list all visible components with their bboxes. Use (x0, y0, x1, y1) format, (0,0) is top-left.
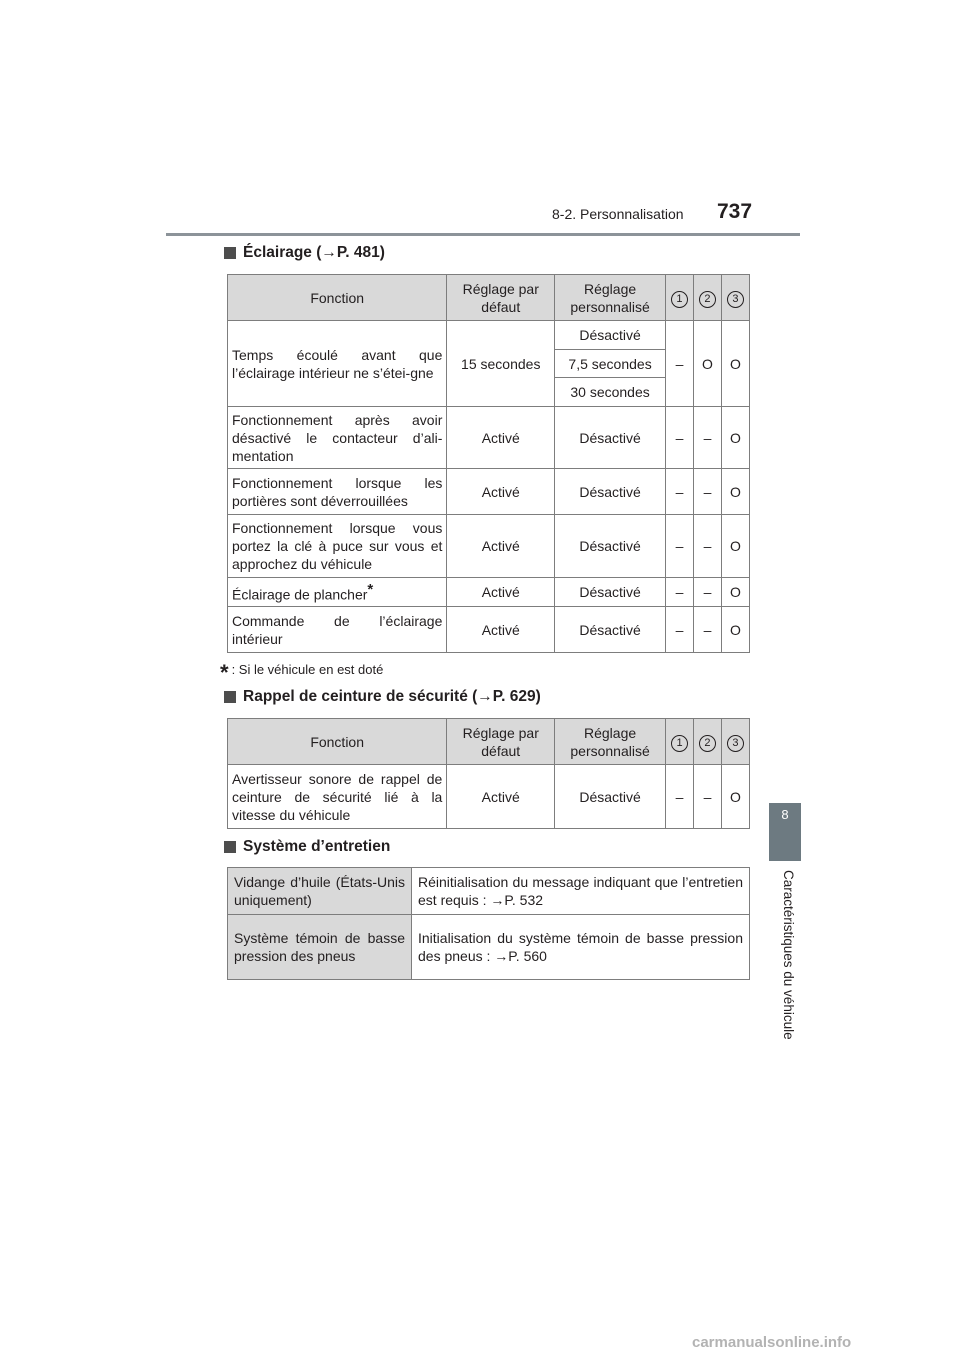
row-c1: – (666, 578, 694, 607)
col-3 (721, 719, 749, 765)
col-2 (693, 275, 721, 321)
row-text: Initialisation du système témoin de basse pression des pneus : →P. 560 (412, 915, 750, 980)
table-row (228, 469, 750, 515)
circled-1-icon: 1 (671, 291, 688, 308)
row-default: Activé (447, 469, 555, 515)
row-c3: O (721, 607, 749, 653)
row-custom: Désactivé (555, 407, 666, 469)
section-heading-eclairage (224, 244, 385, 262)
table-header-row (228, 719, 750, 765)
col-default: Réglage par défaut (447, 275, 555, 321)
chapter-label (774, 870, 796, 1060)
heading-text: Système d’entretien (243, 838, 391, 855)
row-label: Système témoin de basse pression des pneus (228, 915, 412, 980)
row-function: Commande de l’éclairage intérieur (228, 607, 447, 653)
table-row (228, 607, 750, 653)
row-c2: O (693, 321, 721, 407)
section-title: 8-2. Personnalisation (552, 206, 684, 222)
chapter-tab: 8 (769, 803, 801, 861)
page-number: 737 (717, 200, 753, 223)
col-custom: Réglage personnalisé (555, 275, 666, 321)
table-row (228, 765, 750, 829)
row-function: Fonctionnement après avoir désactivé le contacteur d’ali-mentation (228, 407, 447, 469)
row-c1: – (666, 515, 694, 578)
row-c1: – (666, 321, 694, 407)
circled-2-icon: 2 (699, 291, 716, 308)
row-custom: Désactivé (555, 578, 666, 607)
table-row (228, 407, 750, 469)
table-ceinture (227, 718, 750, 829)
row-custom-option: Désactivé (555, 321, 666, 350)
square-bullet-icon (224, 841, 236, 853)
row-text: Réinitialisation du message indiquant que l’entretien est requis : →P. 532 (412, 868, 750, 915)
row-custom: Désactivé (555, 515, 666, 578)
square-bullet-icon (224, 691, 236, 703)
row-custom-option: 30 secondes (555, 378, 666, 407)
col-2 (694, 719, 722, 765)
row-c2: – (694, 765, 722, 829)
table-row (228, 515, 750, 578)
row-custom: Désactivé (555, 607, 666, 653)
row-c1: – (666, 407, 694, 469)
footnote-text: : Si le véhicule en est doté (231, 662, 384, 677)
row-default: Activé (447, 407, 555, 469)
row-c3: O (721, 578, 749, 607)
table-row (228, 578, 750, 607)
square-bullet-icon (224, 247, 236, 259)
row-c2: – (693, 515, 721, 578)
row-default: Activé (447, 578, 555, 607)
row-function-cell (228, 578, 447, 607)
col-custom: Réglage personnalisé (555, 719, 666, 765)
section-heading-entretien (224, 838, 390, 856)
col-1 (666, 275, 694, 321)
row-default: Activé (447, 515, 555, 578)
row-c1: – (666, 765, 694, 829)
row-default: Activé (447, 607, 555, 653)
circled-3-icon: 3 (727, 735, 744, 752)
row-custom: Désactivé (555, 765, 666, 829)
heading-text: Éclairage (→P. 481) (243, 244, 385, 261)
row-custom-option: 7,5 secondes (555, 350, 666, 378)
footnote-marker: * (367, 580, 374, 598)
row-function: Fonctionnement lorsque vous portez la clé à puce sur vous et approchez du véhicule (228, 515, 447, 578)
circled-2-icon: 2 (699, 735, 716, 752)
row-default: Activé (447, 765, 555, 829)
chapter-label-text: Caractéristiques du véhicule (781, 870, 796, 1040)
circled-1-icon: 1 (671, 735, 688, 752)
footnote (220, 660, 383, 686)
section-heading-ceinture (224, 688, 541, 706)
row-function: Fonctionnement lorsque les portières sont déverrouillées (228, 469, 447, 515)
row-c2: – (693, 607, 721, 653)
row-c2: – (693, 578, 721, 607)
row-c3: O (721, 407, 749, 469)
table-eclairage (227, 274, 750, 653)
header-divider (166, 233, 800, 236)
table-row (228, 915, 750, 980)
col-1 (666, 719, 694, 765)
row-c1: – (666, 607, 694, 653)
watermark: carmanualsonline.info (692, 1334, 852, 1351)
row-c3: O (721, 321, 749, 407)
heading-text: Rappel de ceinture de sécurité (→P. 629) (243, 688, 541, 705)
footnote-star: * (220, 660, 229, 685)
row-c2: – (693, 469, 721, 515)
row-label: Vidange d’huile (États-Unis uniquement) (228, 868, 412, 915)
col-3 (721, 275, 749, 321)
row-default: 15 secondes (447, 321, 555, 407)
col-function: Fonction (228, 275, 447, 321)
table-header-row (228, 275, 750, 321)
row-c3: O (721, 469, 749, 515)
row-custom: Désactivé (555, 469, 666, 515)
circled-3-icon: 3 (727, 291, 744, 308)
table-entretien (227, 867, 750, 980)
table-row (228, 868, 750, 915)
row-function: Éclairage de plancher (232, 586, 368, 603)
row-function: Temps écoulé avant que l’éclairage intérieur ne s’étei-gne (228, 321, 447, 407)
col-default: Réglage par défaut (447, 719, 555, 765)
col-function: Fonction (228, 719, 447, 765)
row-c1: – (666, 469, 694, 515)
row-c3: O (721, 765, 749, 829)
row-c3: O (721, 515, 749, 578)
table-row (228, 321, 750, 350)
row-c2: – (693, 407, 721, 469)
row-function: Avertisseur sonore de rappel de ceinture de sécurité lié à la vitesse du véhicule (228, 765, 447, 829)
